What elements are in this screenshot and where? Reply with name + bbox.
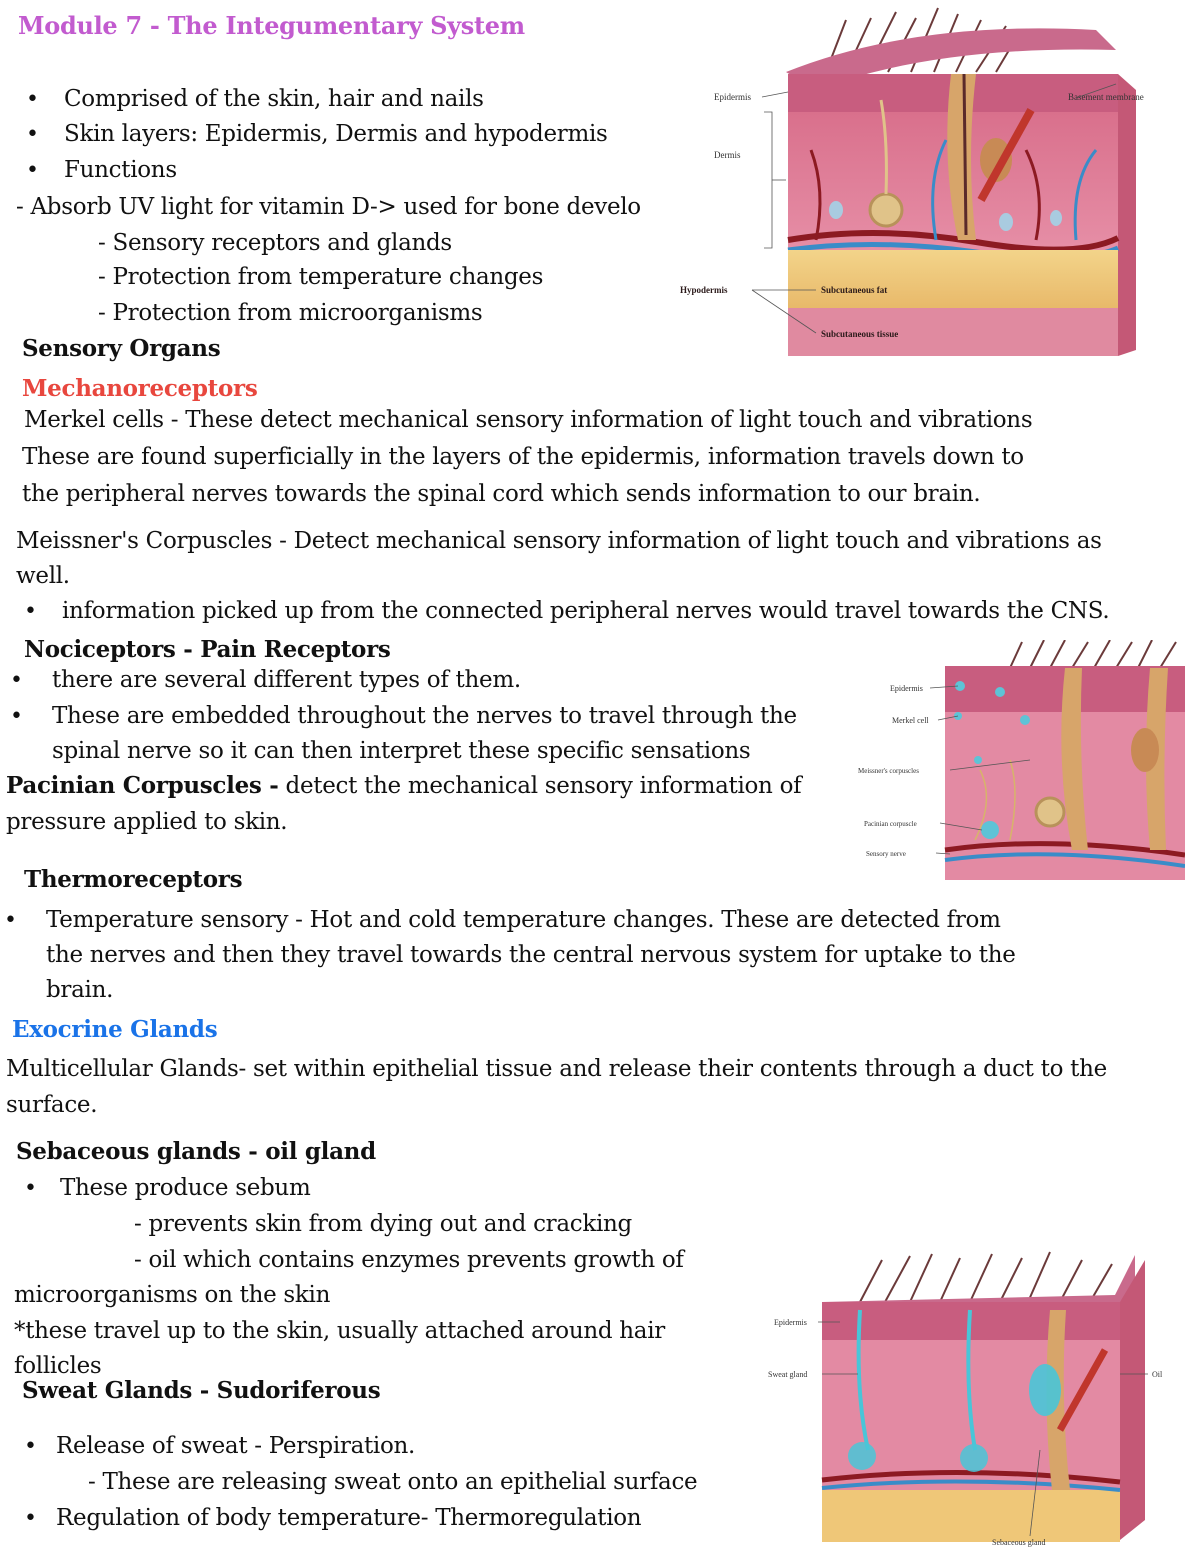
- label-sensory-nerve: Sensory nerve: [866, 850, 906, 858]
- sebaceous-sub: - oil which contains enzymes prevents growth of: [134, 1247, 684, 1273]
- page-title: Module 7 - The Integumentary System: [18, 11, 525, 40]
- label-sweat-gland: Sweat gland: [768, 1370, 808, 1379]
- thermo-line: Temperature sensory - Hot and cold temperature changes. These are detected from: [46, 907, 1001, 933]
- sweat-heading: Sweat Glands - Sudoriferous: [22, 1377, 381, 1404]
- skin-layers-illustration: [676, 0, 1176, 365]
- merkel-line: the peripheral nerves towards the spinal cord which sends information to our brain.: [22, 481, 981, 507]
- label-pacinian: Pacinian corpuscle: [864, 820, 917, 828]
- sweat-bullet: Regulation of body temperature- Thermoregulation: [56, 1505, 642, 1531]
- label-epidermis: Epidermis: [774, 1318, 807, 1327]
- bullet-dot: •: [26, 87, 39, 112]
- bullet-dot: •: [26, 122, 39, 147]
- sebaceous-cont: *these travel up to the skin, usually attached around hair: [14, 1318, 665, 1344]
- glands-figure: [760, 1250, 1180, 1550]
- label-subcutaneous-fat: Subcutaneous fat: [821, 285, 888, 295]
- bullet-dot: •: [24, 1434, 37, 1459]
- thermoreceptors-heading: Thermoreceptors: [24, 866, 243, 893]
- label-dermis: Dermis: [714, 150, 741, 160]
- glands-illustration: [760, 1250, 1180, 1550]
- merkel-line: Merkel cells - These detect mechanical sensory information of light touch and vibrations: [24, 407, 1033, 433]
- label-oil: Oil: [1152, 1370, 1163, 1379]
- meissner-line: Meissner's Corpuscles - Detect mechanical sensory information of light touch and vibrations as: [16, 528, 1102, 554]
- bullet-dot: •: [24, 599, 37, 624]
- label-merkel-cell: Merkel cell: [892, 716, 929, 725]
- sebaceous-sub: - prevents skin from dying out and cracking: [134, 1211, 632, 1237]
- bullet-dot: •: [10, 704, 23, 729]
- label-epidermis: Epidermis: [890, 684, 923, 693]
- intro-bullet: Skin layers: Epidermis, Dermis and hypodermis: [64, 121, 608, 147]
- bullet-dot: •: [24, 1506, 37, 1531]
- function-item: - Absorb UV light for vitamin D-> used for bone develo: [16, 194, 641, 220]
- mechanoreceptors-heading: Mechanoreceptors: [22, 375, 258, 402]
- label-basement-membrane: Basement membrane: [1068, 92, 1144, 102]
- pacinian-line: [6, 772, 801, 800]
- intro-bullet: Functions: [64, 157, 177, 183]
- nociceptors-heading: Nociceptors - Pain Receptors: [24, 636, 391, 663]
- sweat-sub: - These are releasing sweat onto an epithelial surface: [88, 1469, 698, 1495]
- label-subcutaneous-tissue: Subcutaneous tissue: [821, 329, 899, 339]
- bullet-dot: •: [24, 1176, 37, 1201]
- pacinian-term: Pacinian Corpuscles -: [6, 772, 279, 799]
- sebaceous-cont: microorganisms on the skin: [14, 1282, 331, 1308]
- label-hypodermis: Hypodermis: [680, 285, 728, 295]
- sensory-heading: Sensory Organs: [22, 335, 221, 362]
- exocrine-line: surface.: [6, 1092, 98, 1118]
- merkel-line: These are found superficially in the layers of the epidermis, information travels down to: [22, 444, 1024, 470]
- thermo-line: brain.: [46, 977, 114, 1003]
- nociceptor-bullet: spinal nerve so it can then interpret these specific sensations: [52, 738, 751, 764]
- exocrine-line: Multicellular Glands- set within epithelial tissue and release their contents through a duct to the: [6, 1056, 1107, 1082]
- label-meissner: Meissner's corpuscles: [858, 767, 919, 775]
- function-item: - Sensory receptors and glands: [98, 230, 452, 256]
- receptors-figure: [850, 640, 1185, 880]
- pacinian-text: detect the mechanical sensory information of: [278, 773, 802, 799]
- intro-bullet: Comprised of the skin, hair and nails: [64, 86, 484, 112]
- label-sebaceous-gland: Sebaceous gland: [992, 1538, 1046, 1547]
- sebaceous-heading: Sebaceous glands - oil gland: [16, 1138, 376, 1165]
- skin-layers-figure: [676, 0, 1176, 365]
- nociceptor-bullet: there are several different types of them.: [52, 667, 521, 693]
- meissner-bullet: information picked up from the connected peripheral nerves would travel towards the CNS.: [62, 598, 1110, 624]
- exocrine-heading: Exocrine Glands: [12, 1016, 218, 1043]
- receptors-illustration: [850, 640, 1185, 880]
- sebaceous-bullet: These produce sebum: [60, 1175, 311, 1201]
- meissner-line: well.: [16, 563, 70, 589]
- function-item: - Protection from microorganisms: [98, 300, 483, 326]
- function-item: - Protection from temperature changes: [98, 264, 544, 290]
- pacinian-line: pressure applied to skin.: [6, 809, 288, 835]
- bullet-dot: •: [10, 668, 23, 693]
- nociceptor-bullet: These are embedded throughout the nerves to travel through the: [52, 703, 797, 729]
- label-epidermis: Epidermis: [714, 92, 751, 102]
- bullet-dot: •: [4, 908, 17, 933]
- sweat-bullet: Release of sweat - Perspiration.: [56, 1433, 416, 1459]
- thermo-line: the nerves and then they travel towards the central nervous system for uptake to the: [46, 942, 1016, 968]
- bullet-dot: •: [26, 158, 39, 183]
- sebaceous-cont: follicles: [14, 1353, 102, 1379]
